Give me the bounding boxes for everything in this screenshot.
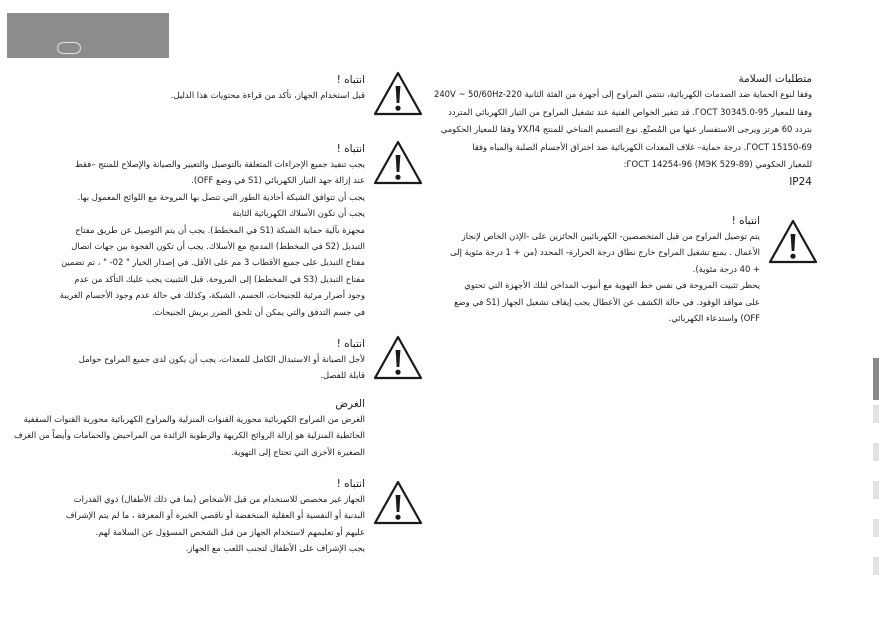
section-heading: انتباه ! [731, 215, 760, 227]
section-heading: انتباه ! [336, 338, 365, 350]
purpose-section [13, 397, 365, 460]
text-line: OFF) واستدعاء الكهربائي. [668, 313, 760, 324]
text-line: بتردد 60 هرتز ويرجى الاستفسار عنها من المُصنّع. نوع التصميم المناخي للمنتج УХЛ4 وفقا للمعيار الحكومي [440, 124, 812, 134]
text-line: قابلة للفصل. [320, 370, 365, 381]
ip-rating: IP24 [789, 175, 812, 188]
warning-triangle-icon [373, 334, 423, 380]
page-tab-active [873, 358, 879, 400]
text-line: مفتاح التبديل (S3 في المخطط) إلى المروحة. قبل التثبيت يجب عليك التأكد من عدم [74, 273, 365, 284]
warning-read-section [130, 73, 365, 103]
text-line: يجب الإشراف على الأطفال لتجنب اللعب مع الجهاز. [185, 543, 365, 554]
page-number-pill [57, 42, 81, 54]
text-line: الصغيرة الأخرى التي تحتاج إلى التهوية. [230, 446, 365, 457]
section-heading: الغرض [335, 398, 365, 410]
warning-power-section [40, 142, 365, 320]
text-line: عليهم أو تعليمهم لاستخدام الجهاز من قبل الشخص المسؤول عن السلامة لهم. [95, 526, 365, 537]
text-line: مجهزة بآلية حماية الشبكة (S1 في المخطط). يجب أن يتم التوصيل عن طريق مفتاح [75, 224, 365, 235]
text-line: لأجل الصيانة أو الاستبدال الكامل للمعدات، يجب أن يكون لدى جميع المراوح حوامل [78, 354, 365, 364]
page-tab [873, 443, 879, 461]
page-tab [873, 481, 879, 499]
text-line: وفقا للمعيار ГОСТ 30345.0-95. قد تتغير الخواص الفنية عند تشغيل المراوح من التيار الكهربائي المتردد [448, 106, 812, 117]
section-heading: انتباه ! [336, 143, 365, 155]
text-line: ГОСТ 15150-69. درجة حماية– غلاف المعدات الكهربائية ضد اختراق الأجسام الصلبة والمياه وفقا [472, 141, 812, 152]
text-line: الحائطية المنزلية هو إزالة الروائح الكريهة والرطوبة الزائدة من المراحيض والحمامات وأيضاً من الغرف [13, 430, 365, 441]
text-line: على مواقد الوقود. في حالة الكشف عن الأعطال يجب إيقاف تشغيل الجهاز (S1 في وضع [454, 296, 760, 307]
warning-maintenance-section [60, 337, 365, 384]
text-line: الأعمال . يمنع تشغيل المراوح خارج نطاق درجة الحرارة- المحدد (من + 1 درجة مئوية إلى [450, 247, 760, 258]
header-block [7, 13, 169, 58]
warning-installation-section [440, 214, 760, 326]
page-tab [873, 557, 879, 575]
text-line: للمعيار الحكومي ГОСТ 14254-96 (МЭК 529-89): [623, 159, 812, 169]
text-line: مفتاح التبديل على جميع الأقطاب 3 مم على الأقل. في إصدار الخيار " 02- " ، تم تضمين [61, 257, 365, 268]
text-line: يجب أن تتوافق الشبكة أحادية الطور التي تتصل بها المروحة مع اللوائح المعمول بها. [77, 191, 365, 202]
text-line: + 40 درجة مئوية). [692, 263, 760, 274]
text-line: يجب أن تكون الأسلاك الكهربائية الثابتة [232, 208, 365, 219]
text-line: الغرض من المراوح الكهربائية محورية القنوات المنزلية والمراوح الكهربائية محورية القنوات السقفية [23, 414, 365, 424]
warning-triangle-icon [768, 218, 818, 264]
text-line: وفقا لنوع الحماية ضد الصدمات الكهربائية، تنتمي المراوح إلى أجهزة من الفئة الثانية 220-240V ~ 50/60Hz [433, 89, 812, 99]
text-line: الجهاز غير مخصص للاستخدام من قبل الأشخاص (بما في ذلك الأطفال) ذوي القدرات [73, 494, 365, 504]
warning-children-section [60, 477, 365, 557]
text-line: يتم توصيل المراوح من قبل المتخصصين- الكهربائيين الحائزين على -الإذن الخاص لإنجاز [461, 231, 760, 241]
warning-triangle-icon [373, 479, 423, 525]
text-line: وجود أضرار مرئية للجنيحات، الجسم، الشبكة، وكذلك في حالة عدم وجود الأجسام الغريبة [59, 290, 365, 301]
text-line: في جسم التدفق والتي يمكن أن تلحق الضرر بريش الجنيحات. [151, 306, 365, 317]
section-heading: متطلبات السلامة [738, 73, 812, 85]
text-line: التبديل (S2 في المخطط) المدمج مع الأسلاك. يجب أن تكون الفجوة بين جهات اتصال [71, 241, 365, 252]
text-line: عند إزالة جهد التيار الكهربائي (S1 في وضع OFF). [191, 175, 365, 186]
text-line: البدنية أو النفسية أو العقلية المنخفضة أو ناقصي الخبرة أو المعرفة ، ما لم يتم الإشراف [65, 510, 365, 521]
warning-triangle-icon [373, 70, 423, 116]
section-heading: انتباه ! [336, 74, 365, 86]
page-tab [873, 519, 879, 537]
safety-section [425, 72, 812, 191]
text-line: قبل استخدام الجهاز، تأكد من قراءة محتويات هذا الدليل. [170, 90, 365, 100]
warning-triangle-icon [373, 139, 423, 185]
text-line: يجب تنفيذ جميع الإجراءات المتعلقة بالتوصيل والتعيير والصيانة والإصلاح للمنتج –فقط [75, 159, 365, 169]
section-heading: انتباه ! [336, 478, 365, 490]
page-tab [873, 405, 879, 423]
text-line: يحظر تثبيت المروحة في نفس خط التهوية مع أنبوب المداخن لتلك الأجهزة التي تحتوي [464, 280, 760, 291]
